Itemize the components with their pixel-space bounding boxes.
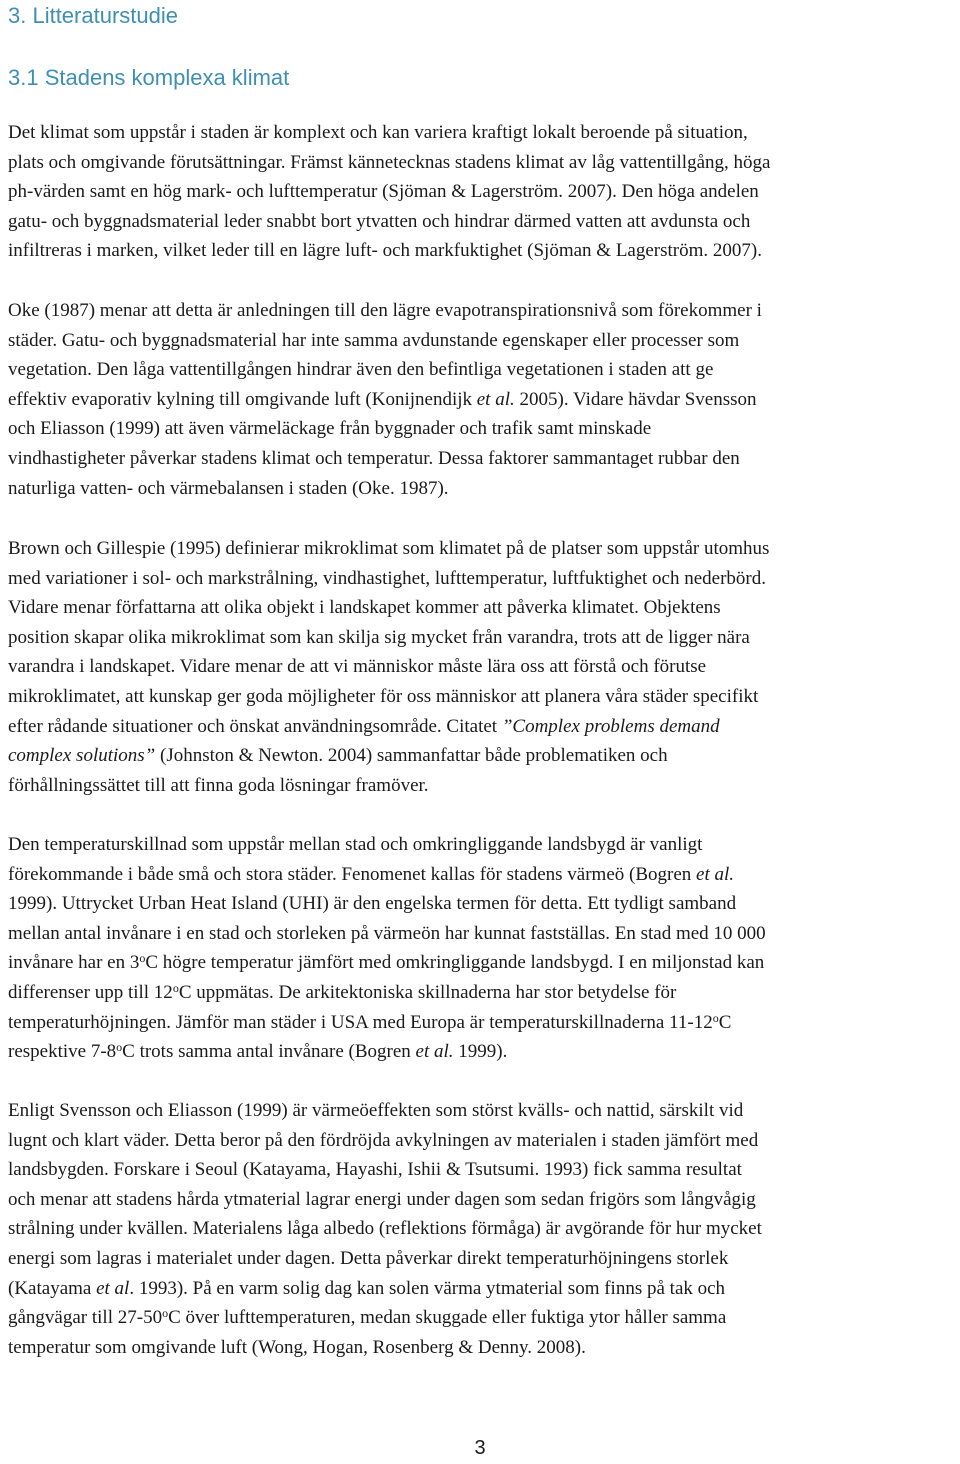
text-line: effektiv evaporativ kylning till omgivande luft (Konijnendijk et al. 2005). Vidare hävdar Svensson: [8, 388, 757, 410]
text-line: och Eliasson (1999) att även värmeläckage från byggnader och trafik samt minskade: [8, 418, 652, 440]
text-line: Det klimat som uppstår i staden är komplext och kan variera kraftigt lokalt beroende på situation,: [8, 122, 748, 143]
text-line: temperaturhöjningen. Jämför man städer i USA med Europa är temperaturskillnaderna 11-12$^o$C: [8, 1010, 732, 1033]
text-line: förekommande i både små och stora städer. Fenomenet kallas för stadens värmeö (Bogren et al.: [8, 863, 735, 885]
section-heading: 3.1 Stadens komplexa klimat: [8, 65, 290, 90]
text-line: invånare har en 3$^o$C högre temperatur jämfört med omkringliggande landsbygd. I en miljonstad kan: [8, 951, 765, 974]
text-line: varandra i landskapet. Vidare menar de att vi människor måste lära oss att förstå och förutse: [8, 656, 707, 678]
paragraph-5: [8, 1096, 956, 1362]
text-line: vegetation. Den låga vattentillgången hindrar även den befintliga vegetationen i staden att ge: [8, 359, 714, 381]
text-line: mikroklimatet, att kunskap ger goda möjligheter för oss människor att planera våra städer specifikt: [8, 685, 759, 707]
text-line: respektive 7-8$^o$C trots samma antal invånare (Bogren et al. 1999).: [8, 1040, 508, 1063]
text-line: med variationer i sol- och markstrålning, vindhastighet, lufttemperatur, luftfuktighet och nederbörd.: [8, 567, 766, 589]
text-line: vindhastigheter påverkar stadens klimat och temperatur. Dessa faktorer sammantaget rubbar den: [8, 447, 740, 469]
text-line: ph-värden samt en hög mark- och lufttemperatur (Sjöman & Lagerström. 2007). Den höga andelen: [8, 181, 759, 203]
text-line: plats och omgivande förutsättningar. Främst kännetecknas stadens klimat av låg vattentillgång, höga: [8, 151, 771, 173]
text-line: 1999). Uttrycket Urban Heat Island (UHI) är den engelska termen för detta. Ett tydligt samband: [8, 893, 737, 915]
text-line: och menar att stadens hårda ytmaterial lagrar energi under dagen som sedan frigörs som långvågig: [8, 1188, 756, 1210]
text-line: gångvägar till 27-50$^o$C över lufttemperaturen, medan skuggade eller fuktiga ytor håller samma: [8, 1306, 727, 1329]
page-number: 3: [474, 1437, 486, 1459]
text-line: efter rådande situationer och önskat användningsområde. Citatet ”Complex problems demand: [8, 715, 720, 737]
text-line: complex solutions” (Johnston & Newton. 2004) sammanfattar både problematiken och: [8, 745, 668, 767]
text-line: landsbygden. Forskare i Seoul (Katayama, Hayashi, Ishii & Tsutsumi. 1993) fick samma resultat: [8, 1159, 742, 1181]
text-line: differenser upp till 12$^o$C uppmätas. De arkitektoniska skillnaderna har stor betydelse för: [8, 980, 677, 1003]
text-line: Den temperaturskillnad som uppstår mellan stad och omkringliggande landsbygd är vanligt: [8, 834, 703, 855]
text-line: position skapar olika mikroklimat som kan skilja sig mycket från varandra, trots att de ligger nära: [8, 626, 750, 648]
paragraph-3: [8, 534, 956, 800]
text-line: energi som lagras i materialet under dagen. Detta påverkar direkt temperaturhöjningens storlek: [8, 1247, 729, 1269]
text-line: gatu- och byggnadsmaterial leder snabbt bort ytvatten och hindrar därmed vatten att avdunsta och: [8, 210, 751, 232]
chapter-heading: 3. Litteraturstudie: [8, 3, 178, 28]
text-line: strålning under kvällen. Materialens låga albedo (reflektions förmåga) är avgörande för hur mycket: [8, 1218, 762, 1240]
text-line: infiltreras i marken, vilket leder till en lägre luft- och markfuktighet (Sjöman & Lagerström. 2007).: [8, 240, 762, 262]
text-line: förhållningssättet till att finna goda lösningar framöver.: [8, 774, 429, 796]
text-line: Brown och Gillespie (1995) definierar mikroklimat som klimatet på de platser som uppstår utomhus: [8, 538, 770, 559]
text-line: temperatur som omgivande luft (Wong, Hogan, Rosenberg & Denny. 2008).: [8, 1336, 586, 1358]
text-line: mellan antal invånare i en stad och storleken på värmeön har kunnat fastställas. En stad med 10 000: [8, 922, 766, 944]
text-line: Vidare menar författarna att olika objekt i landskapet kommer att påverka klimatet. Objektens: [8, 597, 721, 619]
text-line: naturliga vatten- och värmebalansen i staden (Oke. 1987).: [8, 477, 449, 499]
paragraph-4: [8, 830, 956, 1067]
text-line: städer. Gatu- och byggnadsmaterial har inte samma avdunstande egenskaper eller processer som: [8, 329, 740, 351]
text-line: (Katayama et al. 1993). På en varm solig dag kan solen värma ytmaterial som finns på tak och: [8, 1277, 726, 1299]
text-line: lugnt och klart väder. Detta beror på den fördröjda avkylningen av materialen i staden jämfört med: [8, 1129, 759, 1151]
text-line: Oke (1987) menar att detta är anledningen till den lägre evapotranspirationsnivå som förekommer i: [8, 300, 762, 321]
paragraph-2: [8, 296, 956, 503]
paragraph-1: [8, 118, 956, 266]
text-line: Enligt Svensson och Eliasson (1999) är värmeöeffekten som störst kvälls- och nattid, särskilt vid: [8, 1100, 744, 1121]
